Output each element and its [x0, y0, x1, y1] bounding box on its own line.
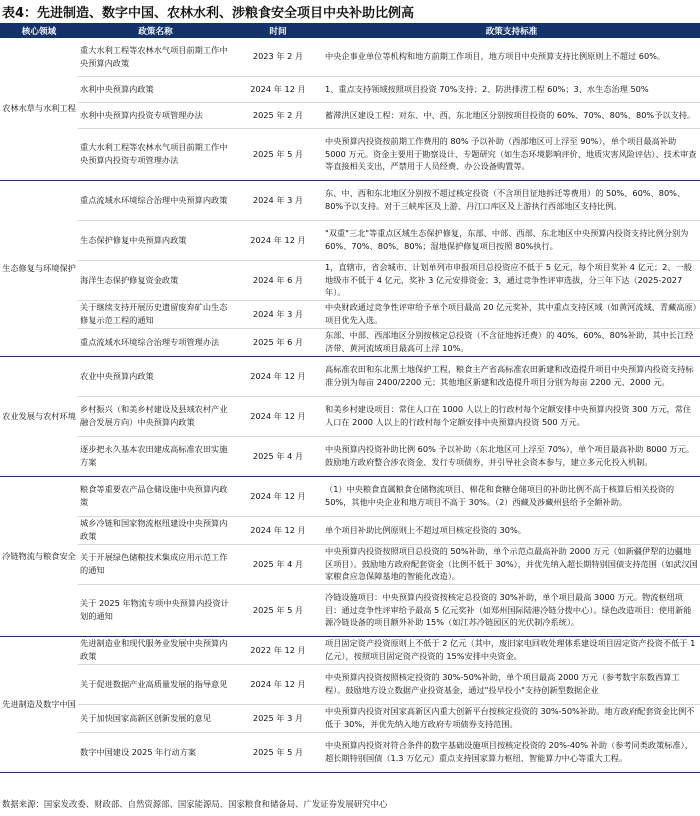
- policy-standard: 中央财政通过竞争性评审给予单个项目最高 20 亿元奖补，其中重点支持区域（如黄河流域、青藏高原）项目优先入选。: [323, 300, 700, 328]
- table-row: [0, 38, 700, 76]
- policy-time: 2025 年 6 月: [233, 328, 323, 356]
- policy-name: 关于加快国家高新区创新发展的意见: [78, 704, 233, 732]
- policy-name: 重点流域水环境综合治理专项管理办法: [78, 328, 233, 356]
- policy-time: 2025 年 5 月: [233, 128, 323, 180]
- policy-time: 2024 年 12 月: [233, 664, 323, 704]
- table-header-row: [0, 23, 700, 38]
- table-row: [0, 102, 700, 128]
- policy-standard: 中央企事业单位等机构和地方前期工作项目，地方项目中央预算支持比例原则上不超过 60%。: [323, 38, 700, 76]
- policy-name: 关于 2025 年物流专项中央预算内投资计划的通知: [78, 584, 233, 636]
- table-row: [0, 516, 700, 544]
- policy-time: 2024 年 12 月: [233, 220, 323, 260]
- domain-cell: 农业发展与农村环境: [0, 356, 78, 476]
- policy-name: 水利中央预算内投资专项管理办法: [78, 102, 233, 128]
- domain-cell: 农林水草与水利工程: [0, 38, 78, 180]
- policy-name: 生态保护修复中央预算内政策: [78, 220, 233, 260]
- policy-time: 2024 年 3 月: [233, 180, 323, 220]
- policy-standard: 单个项目补助比例原则上不超过项目核定投资的 30%。: [323, 516, 700, 544]
- table-row: [0, 584, 700, 636]
- policy-standard: "双重"三北"等重点区域生态保护修复，东部、中部、西部、东北地区中央预算内投资支持比例分别为 60%、70%、80%、80%；湿地保护修复项目按照 80%执行。: [323, 220, 700, 260]
- policy-name: 城乡冷链和国家物流枢纽建设中央预算内政策: [78, 516, 233, 544]
- domain-cell: 先进制造及数字中国: [0, 636, 78, 772]
- policy-standard: 1、重点支持领域按照项目投资 70%支持；2、防洪排涝工程 60%；3、水生态治理 50%: [323, 76, 700, 102]
- domain-cell: 冷链物流与粮食安全: [0, 476, 78, 636]
- table-row: [0, 664, 700, 704]
- policy-time: 2025 年 3 月: [233, 704, 323, 732]
- table-title: 表4：先进制造、数字中国、农林水利、涉粮食安全项目中央补助比例高: [2, 6, 415, 21]
- table-row: [0, 328, 700, 356]
- policy-name: 关于促进数据产业高质量发展的指导意见: [78, 664, 233, 704]
- policy-standard: 中央预算内投资按照项目总投资的 50%补助，单个示范点最高补助 2000 万元（如新疆伊犁的边疆地区项目）。鼓励地方政府配套资金（比例不低于 30%），并优先纳入超长期特别国债支持范围（如武汉国家粮食应急保障基地的智能化改造）。: [323, 544, 700, 584]
- policy-name: 重点流域水环境综合治理中央预算内政策: [78, 180, 233, 220]
- policy-time: 2025 年 5 月: [233, 584, 323, 636]
- table-row: [0, 220, 700, 260]
- header-policy-name: 政策名称: [78, 23, 233, 38]
- policy-time: 2024 年 12 月: [233, 476, 323, 516]
- policy-name: 重大水利工程等农林水气项目前期工作中央预算内投资专项管理办法: [78, 128, 233, 180]
- policy-time: 2024 年 3 月: [233, 300, 323, 328]
- policy-name: 水利中央预算内政策: [78, 76, 233, 102]
- policy-time: 2022 年 12 月: [233, 636, 323, 664]
- policy-time: 2025 年 2 月: [233, 102, 323, 128]
- table-row: [0, 436, 700, 476]
- policy-time: 2025 年 4 月: [233, 436, 323, 476]
- policy-name: 关于开展绿色储粮技术集成应用示范工作的通知: [78, 544, 233, 584]
- policy-standard: 1，直辖市，省会城市、计划单列市申报项目总投资应不低于 5 亿元，每个项目奖补 4 亿元；2、一般地级市不低于 4 亿元，奖补 3 亿元安排资金；3，通过竞争性评审选拔，分三年下达（2025-2027 年）。: [323, 260, 700, 300]
- table-row: [0, 180, 700, 220]
- policy-name: 数字中国建设 2025 年行动方案: [78, 732, 233, 772]
- policy-standard: 项目固定资产投资原则上不低于 2 亿元（其中，废旧家电回收处理体系建设项目固定资产投资不低于 1 亿元），按照项目固定资产投资的 15%安排中央资金。: [323, 636, 700, 664]
- policy-time: 2024 年 12 月: [233, 76, 323, 102]
- table-row: [0, 636, 700, 664]
- policy-standard: （1）中央粮食直属粮食仓储物流项目、棉花和食糖仓储项目的补助比例不高于核算后相关投资的 50%，其他中央企业和地方项目不高于 30%。（2）西藏及涉藏州县给予全额补助。: [323, 476, 700, 516]
- policy-name: 逐步把永久基本农田建成高标准农田实施方案: [78, 436, 233, 476]
- policy-name: 先进制造业和现代服务业发展中央预算内政策: [78, 636, 233, 664]
- table-row: [0, 544, 700, 584]
- table-row: [0, 260, 700, 300]
- table-row: [0, 732, 700, 772]
- table-row: [0, 300, 700, 328]
- header-domain: 核心领域: [0, 23, 78, 38]
- policy-time: 2025 年 4 月: [233, 544, 323, 584]
- table-row: [0, 396, 700, 436]
- table-row: [0, 128, 700, 180]
- policy-name: 海洋生态保护修复资金政策: [78, 260, 233, 300]
- policy-name: 农业中央预算内政策: [78, 356, 233, 396]
- table-row: [0, 476, 700, 516]
- policy-name: 乡村振兴（和美乡村建设及县域农村产业融合发展方向）中央预算内政策: [78, 396, 233, 436]
- policy-time: 2024 年 6 月: [233, 260, 323, 300]
- policy-standard: 和美乡村建设项目：常住人口在 1000 人以上的行政村每个定额安排中央预算内投资 300 万元，常住人口在 2000 人以上的行政村每个定额安排中央预算内投资 500 万元。: [323, 396, 700, 436]
- table-row: [0, 76, 700, 102]
- table-row: [0, 356, 700, 396]
- policy-time: 2024 年 12 月: [233, 356, 323, 396]
- policy-standard: 蓄滞洪区建设工程：对东、中、西、东北地区分别按项目投资的 60%、70%、80%、80%予以支持。: [323, 102, 700, 128]
- policy-standard: 中央预算内投资按前期工作费用的 80% 予以补助（西部地区可上浮至 90%），单个项目最高补助 5000 万元。资金主要用于勘察设计、专题研究（如生态环境影响评价、地质灾害风险评估）、技术审查等直接相关支出，严禁用于人员经费、办公设备购置等。: [323, 128, 700, 180]
- domain-cell: 生态修复与环境保护: [0, 180, 78, 356]
- policy-standard: 冷链设施项目：中央预算内投资按核定总投资的 30%补助，单个项目最高 3000 万元。物流枢纽项目：通过竞争性评审给予最高 5 亿元奖补（如郑州国际陆港冷链分拨中心）。绿色改造项目：使用新能源冷链设备的项目额外补助 15%（如江苏冷链园区的光伏制冷系统）。: [323, 584, 700, 636]
- policy-standard: 中央预算内投资对国家高新区内重大创新平台按核定投资的 30%-50%补助。地方政府配套资金比例不低于 30%，并优先纳入地方政府专项债券支持范围。: [323, 704, 700, 732]
- policy-time: 2024 年 12 月: [233, 516, 323, 544]
- policy-name: 关于继续支持开展历史遗留废弃矿山生态修复示范工程的通知: [78, 300, 233, 328]
- policy-standard: 高标准农田和东北黑土地保护工程，粮食主产省高标准农田新建和改造提升项目中央预算内投资支持标准分别为每亩 2400/2200 元；其他地区新建和改造提升项目分别为每亩 2200 元、2000 元。: [323, 356, 700, 396]
- policy-table: [0, 23, 700, 773]
- table-row: [0, 704, 700, 732]
- policy-name: 粮食等重要农产品仓储设施中央预算内政策: [78, 476, 233, 516]
- policy-standard: 中央预算内投资补助比例 60% 予以补助（东北地区可上浮至 70%），单个项目最高补助 8000 万元。鼓励地方政府整合涉农资金、发行专项债券，并引导社会资本参与，建立多元化投入机制。: [323, 436, 700, 476]
- policy-standard: 东、中、西和东北地区分别按不超过核定投资（不含项目征地拆迁等费用）的 50%、60%、80%、80%予以支持。对于三峡库区及上游、丹江口库区及上游执行西部地区支持比例。: [323, 180, 700, 220]
- policy-time: 2024 年 12 月: [233, 396, 323, 436]
- policy-standard: 中央预算内投资对符合条件的数字基础设施项目按核定投资的 20%-40% 补助（参考同类政策标准），超长期特别国债（1.3 万亿元）重点支持国家算力枢纽、智能算力中心等重大工程。: [323, 732, 700, 772]
- policy-time: 2025 年 5 月: [233, 732, 323, 772]
- policy-name: 重大水利工程等农林水气项目前期工作中央预算内政策: [78, 38, 233, 76]
- header-standard: 政策支持标准: [323, 23, 700, 38]
- policy-time: 2023 年 2 月: [233, 38, 323, 76]
- header-time: 时间: [233, 23, 323, 38]
- policy-standard: 中央预算内投资按照核定投资的 30%-50%补助，单个项目最高 2000 万元（参考数字东数西算工程）。鼓励地方设立数据产业投资基金，通过"投早投小"支持创新型数据企业: [323, 664, 700, 704]
- data-source-note: 数据来源：国家发改委、财政部、自然资源部、国家能源局、国家粮食和储备局、广发证券发展研究中心: [2, 799, 388, 809]
- policy-standard: 东部、中部、西部地区分别按核定总投资（不含征地拆迁费）的 40%、60%、80%补助，其中长江经济带、黄河流域项目最高可上浮 10%。: [323, 328, 700, 356]
